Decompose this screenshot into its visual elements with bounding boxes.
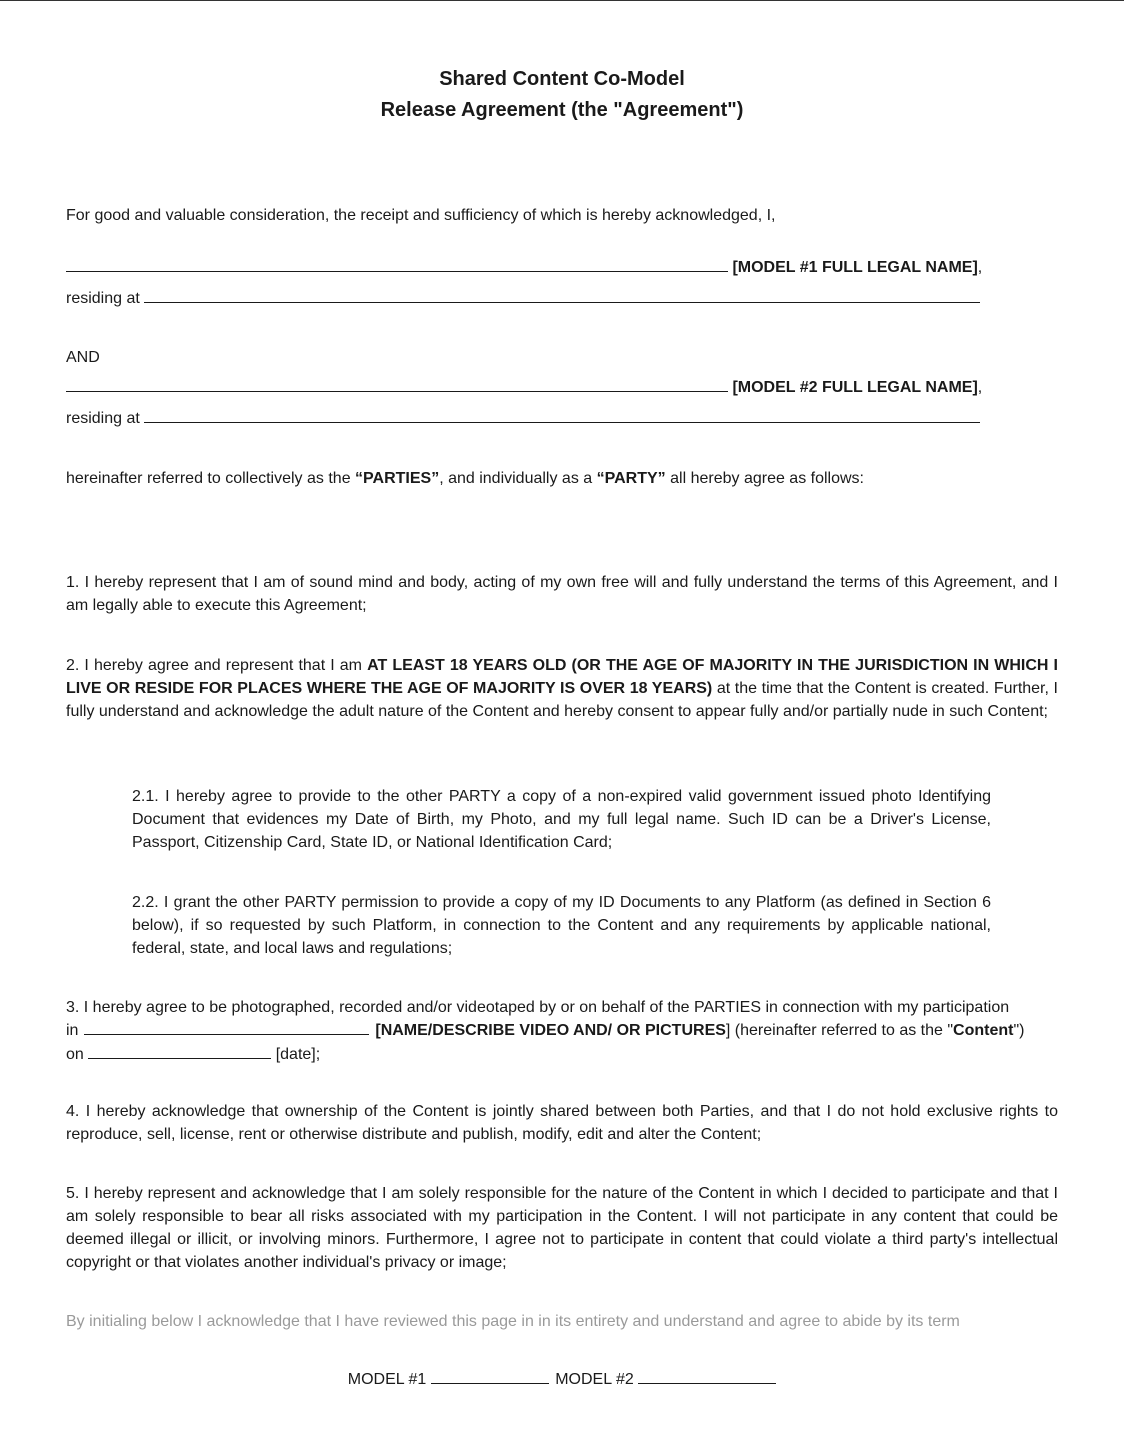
initial-acknowledgement-note: By initialing below I acknowledge that I have reviewed this page in in its entirety and understand and agree to abide by its term	[66, 1313, 960, 1330]
model2-name-row: [MODEL #2 FULL LEGAL NAME],	[66, 376, 982, 399]
content-description-label: NAME/DESCRIBE VIDEO AND/ OR PICTURES	[380, 1022, 726, 1039]
model1-name-label: [MODEL #1 FULL LEGAL NAME]	[732, 259, 978, 276]
document-title-line-1: Shared Content Co-Model	[439, 68, 685, 90]
model1-address-blank[interactable]	[144, 287, 980, 303]
model1-name-blank[interactable]	[66, 256, 728, 272]
model2-residing-label: residing at	[66, 410, 140, 427]
clause-1: 1. I hereby represent that I am of sound mind and body, acting of my own free will and fully understand the terms of this Agreement, and I am legally able to execute this Agreement;	[66, 574, 1058, 614]
model1-address-row	[66, 287, 980, 310]
date-blank[interactable]	[88, 1043, 271, 1059]
model1-residing-label: residing at	[66, 290, 140, 307]
model1-name-row: [MODEL #1 FULL LEGAL NAME],	[66, 256, 982, 279]
model1-initial-label: MODEL #1	[347, 1371, 427, 1388]
initials-row	[0, 1368, 1124, 1391]
clause-2-2: 2.2. I grant the other PARTY permission to provide a copy of my ID Documents to any Platform (as defined in Section 6 below), if so requested by such Platform, in connection to the Content and any requirements by applicable national, federal, state, and local laws and regulations;	[132, 894, 991, 957]
model2-initial-blank[interactable]	[638, 1368, 776, 1384]
clause-2-1: 2.1. I hereby agree to provide to the other PARTY a copy of a non-expired valid government issued photo Identifying Document that evidences my Date of Birth, my Photo, and my full legal name. Such ID can be a Driver's License, Passport, Citizenship Card, State ID, or National Identification Card;	[132, 788, 991, 851]
document-title-line-2: Release Agreement (the "Agreement")	[380, 99, 744, 121]
clause-3-line-2: in [NAME/DESCRIBE VIDEO AND/ OR PICTURES] (hereinafter referred to as the "Content")	[66, 1019, 1025, 1042]
parties-definition: hereinafter referred to collectively as the “PARTIES”, and individually as a “PARTY” all hereby agree as follows:	[66, 470, 864, 487]
model2-initial-label: MODEL #2	[555, 1371, 634, 1388]
model2-address-blank[interactable]	[144, 407, 980, 423]
clause-2: 2. I hereby agree and represent that I am AT LEAST 18 YEARS OLD (OR THE AGE OF MAJORITY IN THE JURISDICTION IN WHICH I LIVE OR RESIDE FOR PLACES WHERE THE AGE OF MAJORITY IS OVER 18 YEARS) at the time that the Content is created. Further, I fully understand and acknowledge the adult nature of the Content and hereby consent to appear fully and/or partially nude in such Content;	[66, 657, 1058, 720]
page-top-border	[0, 0, 1124, 1]
and-separator: AND	[66, 349, 100, 366]
clause-3-line-1: 3. I hereby agree to be photographed, recorded and/or videotaped by or on behalf of the PARTIES in connection with my participation	[66, 999, 1010, 1016]
intro-text: For good and valuable consideration, the receipt and sufficiency of which is hereby acknowledged, I,	[66, 207, 776, 224]
content-description-blank[interactable]	[84, 1019, 369, 1035]
date-label: [date];	[275, 1046, 321, 1063]
model1-initial-blank[interactable]	[431, 1368, 549, 1384]
clause-4: 4. I hereby acknowledge that ownership of the Content is jointly shared between both Parties, and that I do not hold exclusive rights to reproduce, sell, license, rent or otherwise distribute and publish, modify, edit and alter the Content;	[66, 1103, 1058, 1143]
model2-address-row	[66, 407, 980, 430]
model2-name-blank[interactable]	[66, 376, 728, 392]
clause-3-line-3: on [date];	[66, 1043, 320, 1066]
model2-name-label: [MODEL #2 FULL LEGAL NAME]	[732, 379, 978, 396]
clause-5: 5. I hereby represent and acknowledge that I am solely responsible for the nature of the Content in which I decided to participate and that I am solely responsible to bear all risks associated with my participation in the Content. I will not participate in any content that could be deemed illegal or illicit, or involving minors. Furthermore, I agree not to participate in content that could violate a third party's intellectual copyright or that violates another individual's privacy or image;	[66, 1185, 1058, 1271]
